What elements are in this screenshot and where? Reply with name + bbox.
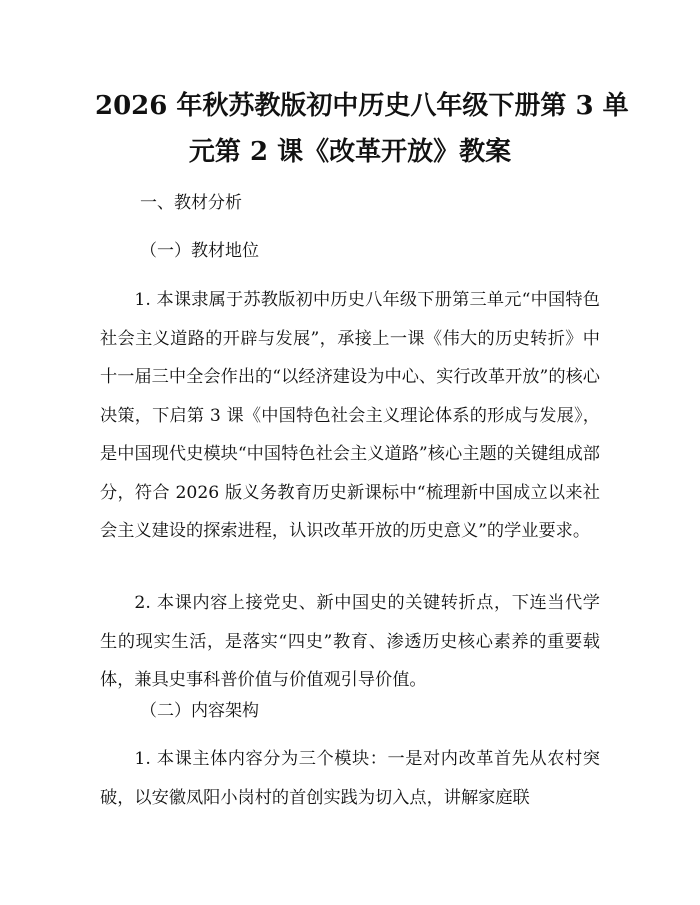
paragraph-content-structure-1: 1. 本课主体内容分为三个模块：一是对内改革首先从农村突破，以安徽凤阳小岗村的首创实践为切入点，讲解家庭联 [100,749,600,808]
subsection-heading-textbook-position: （一）教材地位 [140,241,259,261]
document-title-line1: 2026 年秋苏教版初中历史八年级下册第 3 单 [95,91,629,121]
subsection-heading-content-structure: （二）内容架构 [140,701,259,721]
document-title-line2: 元第 2 课《改革开放》教案 [188,137,512,167]
section-heading-textbook-analysis: 一、教材分析 [140,193,242,213]
paragraph-textbook-position-1: 1. 本课隶属于苏教版初中历史八年级下册第三单元“中国特色社会主义道路的开辟与发展”，承接上一课《伟大的历史转折》中十一届三中全会作出的“以经济建设为中心、实行改革开放”的核心决策，下启第 3 课《中国特色社会主义理论体系的形成与发展》，是中国现代史模块“中国特色社会主义道路”核心主题的关键组成部分，符合 2026 版义务教育历史新课标中“梳理新中国成立以来社会主义建设的探索进程，认识改革开放的历史意义”的学业要求。 [100,290,600,541]
paragraph-textbook-position-2: 2. 本课内容上接党史、新中国史的关键转折点，下连当代学生的现实生活，是落实“四史”教育、渗透历史核心素养的重要载体，兼具史事科普价值与价值观引导价值。 [100,593,600,690]
